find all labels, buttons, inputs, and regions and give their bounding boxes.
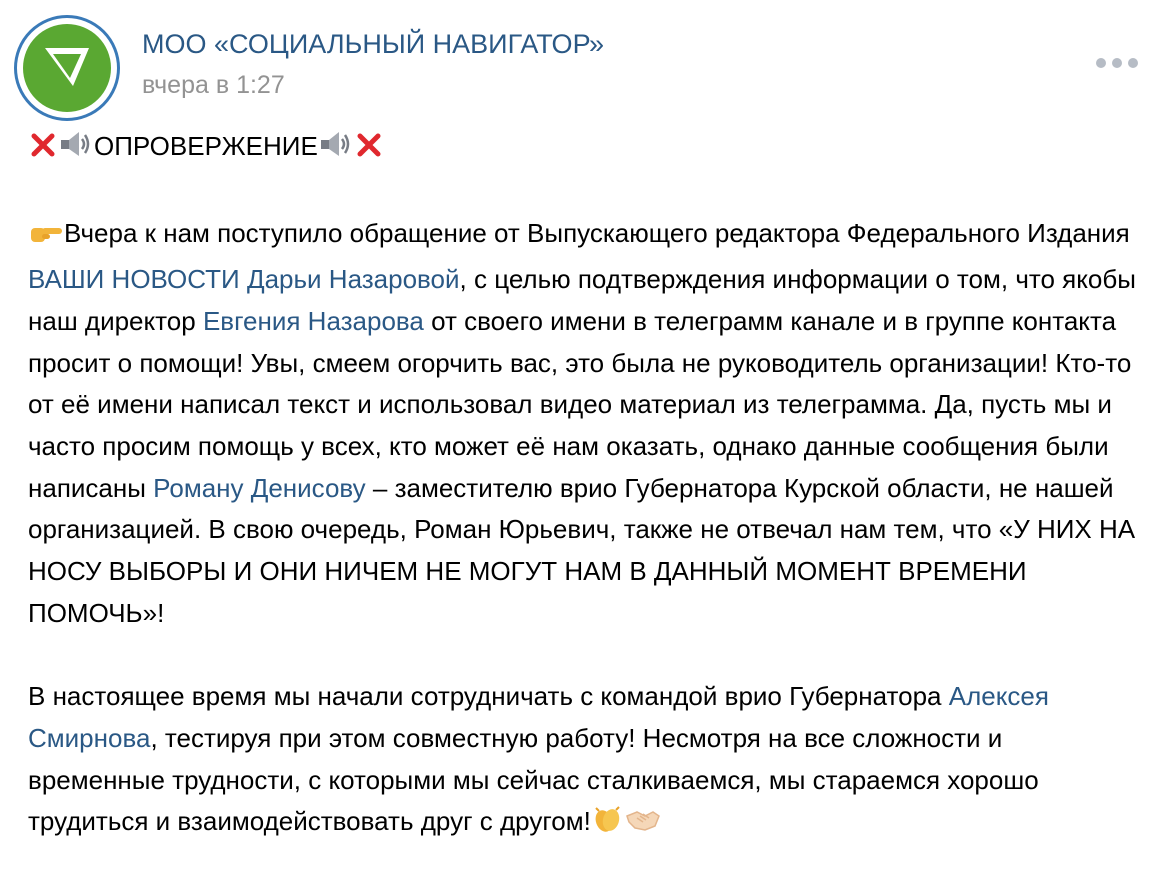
clapping-hands-icon [591, 804, 625, 847]
dot [1096, 58, 1106, 68]
p2-text-1: В настоящее время мы начали сотрудничать с командой врио Губернатора [28, 681, 949, 712]
link-vashi-novosti[interactable]: ВАШИ НОВОСТИ Дарьи Назаровой [28, 264, 460, 295]
paragraph-1 [28, 213, 1144, 634]
link-roman-denisov[interactable]: Роману Денисову [153, 472, 366, 503]
avatar-logo-icon [23, 24, 111, 112]
dot [1128, 58, 1138, 68]
link-aleksey-smirnov[interactable]: Алексея Смирнова [28, 681, 1049, 753]
post-heading-line [28, 126, 1144, 172]
p1-text-1: Вчера к нам поступило обращение от Выпускающего редактора Федерального Издания [64, 218, 1130, 249]
dot [1112, 58, 1122, 68]
post-text [28, 126, 1144, 847]
heading-text: ОПРОВЕРЖЕНИЕ [94, 131, 318, 161]
blank-line [28, 172, 1144, 214]
link-evgenia-nazarova[interactable]: Евгения Назарова [202, 305, 424, 336]
cross-mark-icon [28, 130, 58, 172]
post-timestamp[interactable]: вчера в 1:27 [142, 71, 285, 99]
p2-text-2: , тестируя при этом совместную работу! Несмотря на все сложности и временные трудности, с которыми мы сейчас сталкиваемся, мы стараемся хорошо трудиться и взаимодействовать друг с другом! [28, 722, 1039, 837]
more-dots-icon[interactable] [1096, 58, 1138, 68]
community-name[interactable]: МОО «СОЦИАЛЬНЫЙ НАВИГАТОР» [142, 29, 605, 59]
handshake-icon [625, 804, 661, 847]
p1-text-4: – заместителю врио Губернатора Курской области, не нашей организацией. В свою очередь, Роман Юрьевич, также не отвечал нам тем, что «У НИХ НА НОСУ ВЫБОРЫ И ОНИ НИЧЕМ НЕ МОГУТ НАМ В ДАННЫЙ МОМЕНТ ВРЕМЕНИ ПОМОЧЬ»! [28, 472, 1136, 628]
community-avatar[interactable] [14, 15, 120, 121]
speaker-icon [318, 129, 354, 172]
cross-mark-icon [354, 130, 384, 172]
p1-text-3: от своего имени в телеграмм канале и в группе контакта просит о помощи! Увы, смеем огорчить вас, это была не руководитель организации! Кто-то от её имени написал текст и использовал видео материал из телеграмма. Да, пусть мы и часто просим помощь у всех, кто может её нам оказать, однако данные сообщения были написаны [28, 305, 1132, 503]
p1-text-2: , с целью подтверждения информации о том, что якобы наш директор [28, 264, 1136, 336]
blank-line [28, 634, 1144, 676]
pointing-right-icon [28, 217, 64, 259]
speaker-icon [58, 129, 94, 172]
paragraph-2 [28, 676, 1144, 847]
